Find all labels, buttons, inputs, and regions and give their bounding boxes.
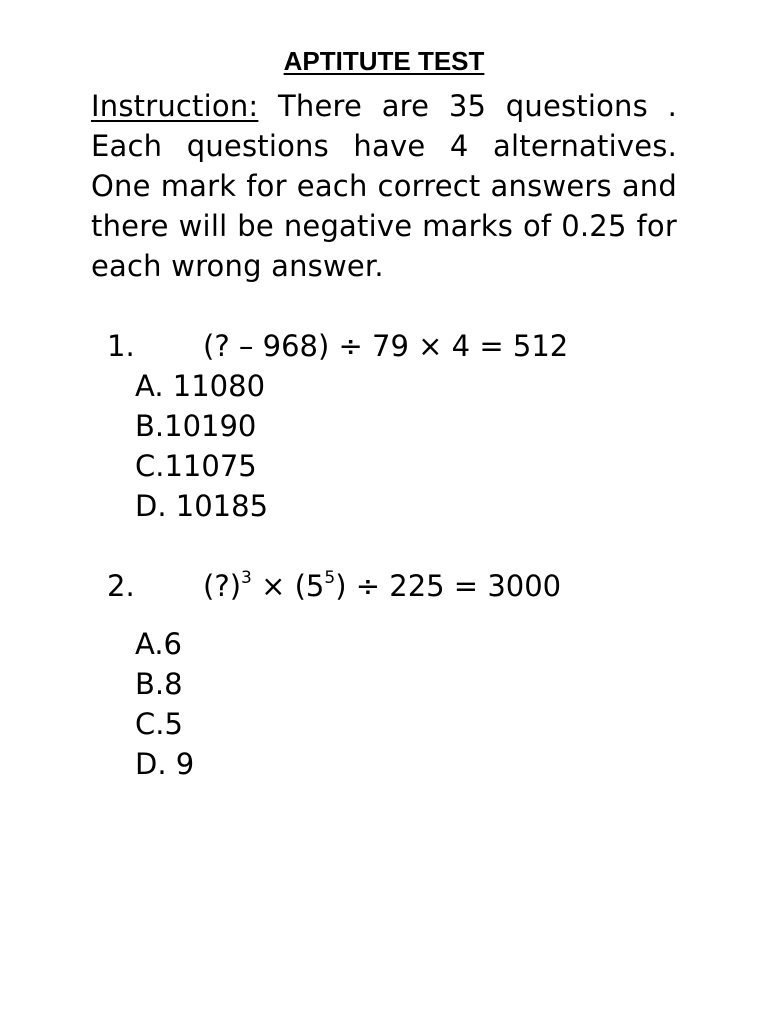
page-title: APTITUTE TEST: [283, 46, 485, 76]
option-c: C.5: [135, 707, 183, 741]
option-d: D. 10185: [135, 489, 269, 523]
option-b: B.8: [135, 667, 183, 701]
instruction-label: Instruction:: [91, 89, 259, 123]
question-expression: [203, 566, 561, 606]
question-number: 2.: [107, 569, 135, 603]
option-a: A. 11080: [135, 369, 266, 403]
option-a: A.6: [135, 627, 182, 661]
option-b: B.10190: [135, 409, 257, 443]
instruction-paragraph: [91, 86, 677, 286]
option-c: C.11075: [135, 449, 257, 483]
question-number: 1.: [107, 329, 135, 363]
exponent: 5: [324, 568, 336, 589]
question-expression: (? – 968) ÷ 79 × 4 = 512: [203, 329, 569, 363]
exponent: 3: [241, 568, 252, 589]
expression-base: (?): [203, 569, 242, 603]
expression-mid: × (5: [251, 569, 325, 603]
expression-rest: ) ÷ 225 = 3000: [335, 569, 562, 603]
instruction-text: There are 35 questions . Each questions have 4 alternatives. One mark for each correct answers and there will be negative marks of 0.25 for each wrong answer.: [91, 89, 677, 283]
option-d: D. 9: [135, 747, 195, 781]
